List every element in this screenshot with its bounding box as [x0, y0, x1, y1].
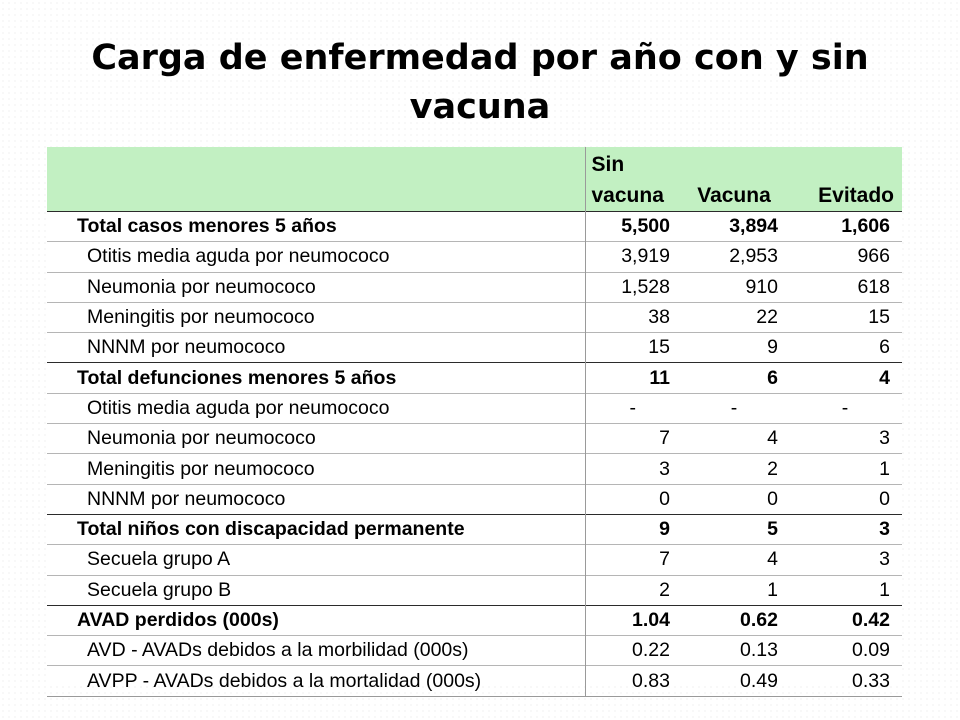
cell-vacuna: 9 — [680, 333, 788, 363]
cell-evitado: - — [788, 393, 902, 423]
spreadsheet-table — [47, 147, 902, 692]
row-label: Secuela grupo A — [47, 545, 585, 575]
cell-evitado: 0.42 — [788, 605, 902, 635]
cell-sin-vacuna: 38 — [585, 302, 680, 332]
cell-evitado: 3 — [788, 545, 902, 575]
table-row — [47, 272, 902, 302]
cell-evitado: 0.33 — [788, 666, 902, 696]
row-label: Otitis media aguda por neumococo — [47, 393, 585, 423]
cell-evitado: 4 — [788, 363, 902, 393]
row-label: Total casos menores 5 años — [47, 212, 585, 242]
header-evitado: Evitado — [788, 147, 902, 212]
cell-sin-vacuna: 0.83 — [585, 666, 680, 696]
cell-sin-vacuna: 3 — [585, 454, 680, 484]
cell-sin-vacuna: 1.04 — [585, 605, 680, 635]
header-sin-vacuna — [585, 147, 680, 212]
cell-vacuna: 1 — [680, 575, 788, 605]
cell-vacuna: 22 — [680, 302, 788, 332]
cell-sin-vacuna: 11 — [585, 363, 680, 393]
row-label: NNNM por neumococo — [47, 333, 585, 363]
cell-sin-vacuna: 9 — [585, 514, 680, 544]
header-vacuna: Vacuna — [680, 147, 788, 212]
row-label: Meningitis por neumococo — [47, 454, 585, 484]
row-label: Secuela grupo B — [47, 575, 585, 605]
cell-evitado: 1 — [788, 575, 902, 605]
table-total-row — [47, 212, 902, 242]
row-label: Meningitis por neumococo — [47, 302, 585, 332]
cell-sin-vacuna: - — [585, 393, 680, 423]
cell-sin-vacuna: 7 — [585, 424, 680, 454]
table-row — [47, 333, 902, 363]
table-row — [47, 545, 902, 575]
table-total-row — [47, 605, 902, 635]
row-label: Otitis media aguda por neumococo — [47, 242, 585, 272]
cell-sin-vacuna: 0 — [585, 484, 680, 514]
table-total-row — [47, 363, 902, 393]
cell-vacuna: 4 — [680, 545, 788, 575]
row-label: AVAD perdidos (000s) — [47, 605, 585, 635]
row-label: Total niños con discapacidad permanente — [47, 514, 585, 544]
cell-vacuna: 3,894 — [680, 212, 788, 242]
cell-evitado: 15 — [788, 302, 902, 332]
cell-evitado: 618 — [788, 272, 902, 302]
table-row — [47, 424, 902, 454]
cell-sin-vacuna: 1,528 — [585, 272, 680, 302]
cell-sin-vacuna: 15 — [585, 333, 680, 363]
row-label: Neumonia por neumococo — [47, 272, 585, 302]
cell-sin-vacuna: 7 — [585, 545, 680, 575]
cell-sin-vacuna: 0.22 — [585, 636, 680, 666]
row-label: AVPP - AVADs debidos a la mortalidad (000s) — [47, 666, 585, 696]
cell-vacuna: 910 — [680, 272, 788, 302]
table-row — [47, 666, 902, 696]
cell-vacuna: 0 — [680, 484, 788, 514]
cell-vacuna: - — [680, 393, 788, 423]
cell-evitado: 1 — [788, 454, 902, 484]
table-row — [47, 242, 902, 272]
cell-sin-vacuna: 3,919 — [585, 242, 680, 272]
table-row — [47, 393, 902, 423]
cell-vacuna: 0.62 — [680, 605, 788, 635]
cell-evitado: 3 — [788, 424, 902, 454]
cell-vacuna: 0.13 — [680, 636, 788, 666]
table-row — [47, 575, 902, 605]
table-row — [47, 636, 902, 666]
header-sin-vacuna-line1: Sin — [591, 153, 625, 176]
cell-vacuna: 5 — [680, 514, 788, 544]
cell-evitado: 966 — [788, 242, 902, 272]
cell-evitado: 6 — [788, 333, 902, 363]
table-row — [47, 484, 902, 514]
cell-vacuna: 0.49 — [680, 666, 788, 696]
row-label: NNNM por neumococo — [47, 484, 585, 514]
row-label: AVD - AVADs debidos a la morbilidad (000s) — [47, 636, 585, 666]
cell-evitado: 0 — [788, 484, 902, 514]
cell-vacuna: 6 — [680, 363, 788, 393]
table-row — [47, 454, 902, 484]
table-total-row — [47, 514, 902, 544]
row-label: Neumonia por neumococo — [47, 424, 585, 454]
disease-burden-table — [47, 147, 902, 697]
table-row — [47, 302, 902, 332]
header-empty-cell — [47, 147, 585, 212]
cell-sin-vacuna: 2 — [585, 575, 680, 605]
slide-title: Carga de enfermedad por año con y sin vacuna — [91, 38, 869, 127]
header-row — [47, 147, 902, 212]
cell-vacuna: 2,953 — [680, 242, 788, 272]
cell-vacuna: 4 — [680, 424, 788, 454]
cell-evitado: 1,606 — [788, 212, 902, 242]
cell-vacuna: 2 — [680, 454, 788, 484]
cell-evitado: 3 — [788, 514, 902, 544]
cell-sin-vacuna: 5,500 — [585, 212, 680, 242]
row-label: Total defunciones menores 5 años — [47, 363, 585, 393]
cell-evitado: 0.09 — [788, 636, 902, 666]
header-sin-vacuna-line2: vacuna — [591, 184, 664, 207]
